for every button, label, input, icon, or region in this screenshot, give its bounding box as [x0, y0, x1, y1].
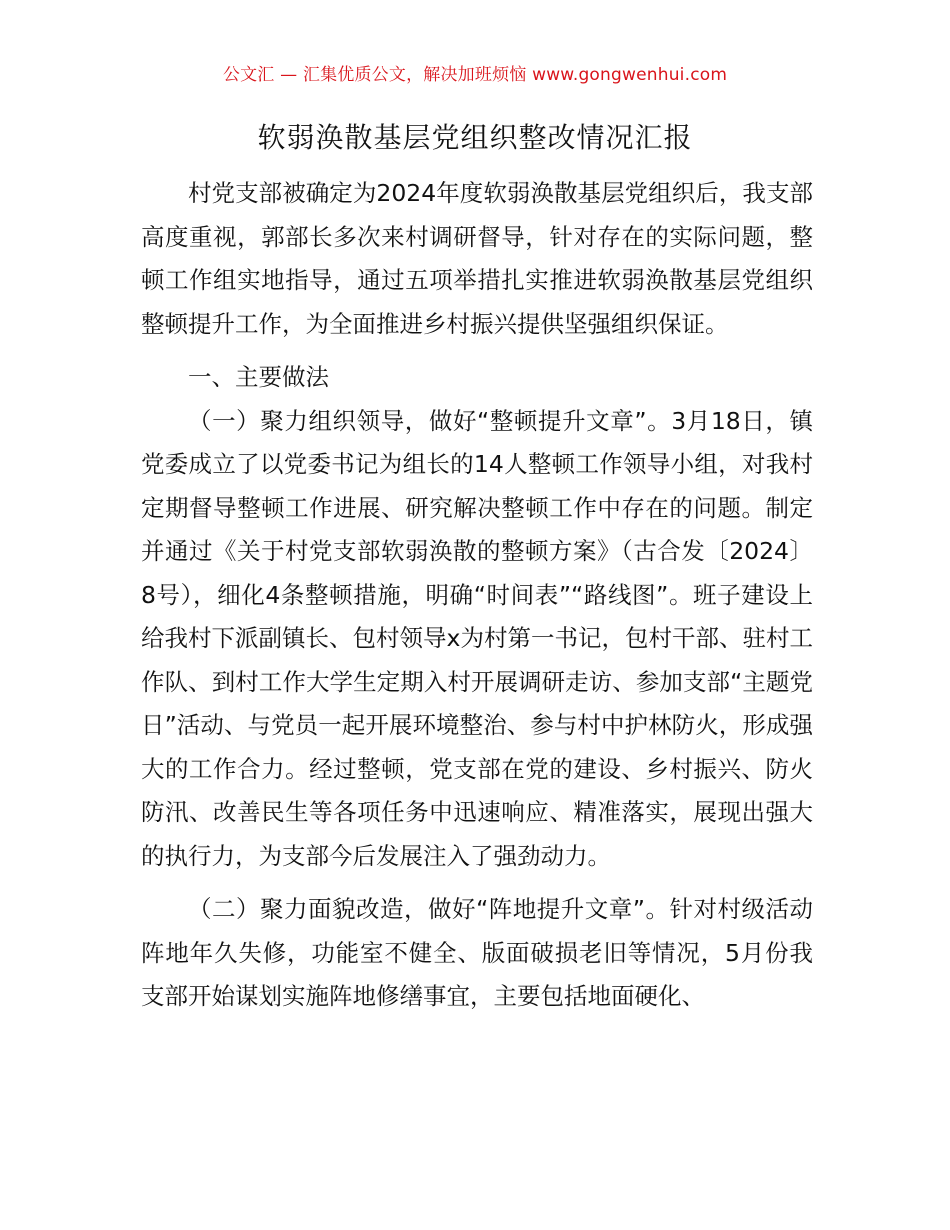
document-body [141, 172, 813, 1019]
intro-paragraph: 村党支部被确定为2024年度软弱涣散基层党组织后，我支部高度重视，郭部长多次来村调研督导，针对存在的实际问题，整顿工作组实地指导，通过五项举措扎实推进软弱涣散基层党组织整顿提升工作，为全面推进乡村振兴提供坚强组织保证。 [141, 179, 813, 338]
item-2-paragraph: （二）聚力面貌改造，做好“阵地提升文章”。针对村级活动阵地年久失修，功能室不健全、版面破损老旧等情况，5月份我支部开始谋划实施阵地修缮事宜，主要包括地面硬化、 [141, 895, 813, 1010]
item-1-paragraph: （一）聚力组织领导，做好“整顿提升文章”。3月18日，镇党委成立了以党委书记为组长的14人整顿工作领导小组，对我村定期督导整顿工作进展、研究解决整顿工作中存在的问题。制定并通过《关于村党支部软弱涣散的整顿方案》（古合发〔2024〕8号），细化4条整顿措施，明确“时间表”“路线图”。班子建设上给我村下派副镇长、包村领导x为村第一书记，包村干部、驻村工作队、到村工作大学生定期入村开展调研走访、参加支部“主题党日”活动、与党员一起开展环境整治、参与村中护林防火，形成强大的工作合力。经过整顿，党支部在党的建设、乡村振兴、防火防汛、改善民生等各项任务中迅速响应、精准落实，展现出强大的执行力，为支部今后发展注入了强劲动力。 [141, 406, 813, 870]
document-title: 软弱涣散基层党组织整改情况汇报 [257, 121, 693, 154]
section-heading: 一、主要做法 [188, 363, 329, 391]
header-banner: 公文汇 — 汇集优质公文，解决加班烦恼 www.gongwenhui.com [222, 65, 728, 85]
